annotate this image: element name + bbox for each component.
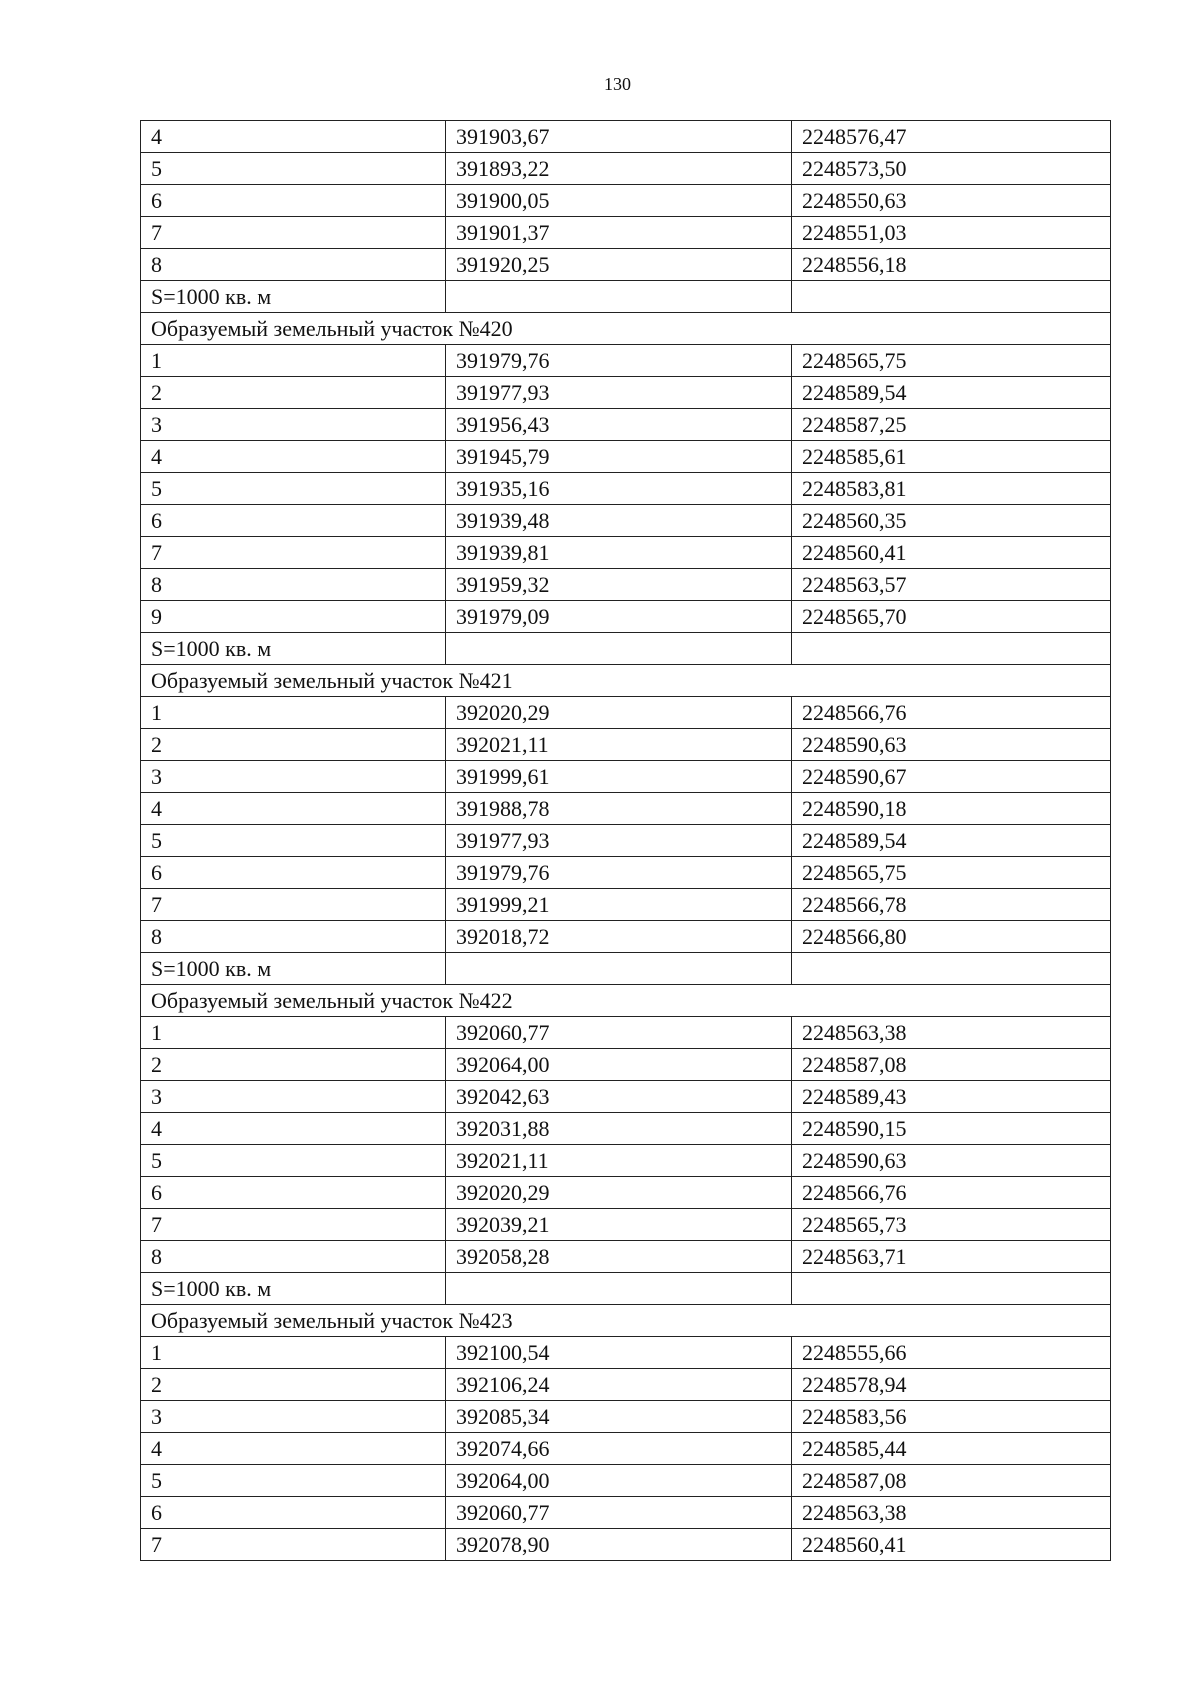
y-coordinate-cell: 2248589,43 — [792, 1081, 1111, 1113]
x-coordinate-cell: 392085,34 — [446, 1401, 792, 1433]
x-coordinate-cell: 392020,29 — [446, 1177, 792, 1209]
point-number-cell: 7 — [141, 217, 446, 249]
table-row — [141, 825, 1111, 857]
empty-cell — [446, 633, 792, 665]
x-coordinate-cell: 391979,76 — [446, 345, 792, 377]
table-row — [141, 697, 1111, 729]
empty-cell — [446, 281, 792, 313]
table-row — [141, 1337, 1111, 1369]
point-number-cell: 8 — [141, 569, 446, 601]
point-number-cell: 8 — [141, 921, 446, 953]
point-number-cell: 7 — [141, 1529, 446, 1561]
table-row — [141, 729, 1111, 761]
x-coordinate-cell: 392074,66 — [446, 1433, 792, 1465]
x-coordinate-cell: 392078,90 — [446, 1529, 792, 1561]
point-number-cell: 6 — [141, 1497, 446, 1529]
point-number-cell: 3 — [141, 761, 446, 793]
table-row — [141, 121, 1111, 153]
coordinates-table — [140, 120, 1111, 1561]
empty-cell — [792, 281, 1111, 313]
section-title-row — [141, 665, 1111, 697]
table-row — [141, 1433, 1111, 1465]
area-cell: S=1000 кв. м — [141, 1273, 446, 1305]
y-coordinate-cell: 2248589,54 — [792, 825, 1111, 857]
y-coordinate-cell: 2248565,75 — [792, 345, 1111, 377]
y-coordinate-cell: 2248555,66 — [792, 1337, 1111, 1369]
x-coordinate-cell: 392106,24 — [446, 1369, 792, 1401]
point-number-cell: 3 — [141, 1081, 446, 1113]
parcel-title: Образуемый земельный участок №422 — [141, 985, 1111, 1017]
area-cell: S=1000 кв. м — [141, 633, 446, 665]
table-row — [141, 601, 1111, 633]
table-row — [141, 1049, 1111, 1081]
point-number-cell: 2 — [141, 729, 446, 761]
y-coordinate-cell: 2248565,75 — [792, 857, 1111, 889]
point-number-cell: 4 — [141, 1113, 446, 1145]
y-coordinate-cell: 2248551,03 — [792, 217, 1111, 249]
y-coordinate-cell: 2248566,78 — [792, 889, 1111, 921]
y-coordinate-cell: 2248590,15 — [792, 1113, 1111, 1145]
point-number-cell: 4 — [141, 121, 446, 153]
y-coordinate-cell: 2248560,41 — [792, 537, 1111, 569]
x-coordinate-cell: 392018,72 — [446, 921, 792, 953]
parcel-title: Образуемый земельный участок №420 — [141, 313, 1111, 345]
table-row — [141, 249, 1111, 281]
area-cell: S=1000 кв. м — [141, 281, 446, 313]
y-coordinate-cell: 2248587,08 — [792, 1049, 1111, 1081]
x-coordinate-cell: 392060,77 — [446, 1497, 792, 1529]
point-number-cell: 1 — [141, 345, 446, 377]
point-number-cell: 6 — [141, 505, 446, 537]
table-row — [141, 441, 1111, 473]
point-number-cell: 8 — [141, 1241, 446, 1273]
y-coordinate-cell: 2248590,63 — [792, 729, 1111, 761]
point-number-cell: 1 — [141, 1017, 446, 1049]
point-number-cell: 5 — [141, 1465, 446, 1497]
area-row — [141, 281, 1111, 313]
table-row — [141, 345, 1111, 377]
y-coordinate-cell: 2248565,73 — [792, 1209, 1111, 1241]
x-coordinate-cell: 391935,16 — [446, 473, 792, 505]
y-coordinate-cell: 2248560,35 — [792, 505, 1111, 537]
table-row — [141, 1177, 1111, 1209]
table-row — [141, 921, 1111, 953]
point-number-cell: 5 — [141, 1145, 446, 1177]
x-coordinate-cell: 391979,09 — [446, 601, 792, 633]
table-row — [141, 761, 1111, 793]
point-number-cell: 7 — [141, 889, 446, 921]
point-number-cell: 3 — [141, 409, 446, 441]
parcel-title: Образуемый земельный участок №421 — [141, 665, 1111, 697]
table-row — [141, 1113, 1111, 1145]
point-number-cell: 6 — [141, 857, 446, 889]
y-coordinate-cell: 2248589,54 — [792, 377, 1111, 409]
area-row — [141, 633, 1111, 665]
table-row — [141, 1017, 1111, 1049]
y-coordinate-cell: 2248587,08 — [792, 1465, 1111, 1497]
y-coordinate-cell: 2248560,41 — [792, 1529, 1111, 1561]
x-coordinate-cell: 392058,28 — [446, 1241, 792, 1273]
x-coordinate-cell: 391901,37 — [446, 217, 792, 249]
section-title-row — [141, 985, 1111, 1017]
y-coordinate-cell: 2248566,76 — [792, 697, 1111, 729]
y-coordinate-cell: 2248590,63 — [792, 1145, 1111, 1177]
y-coordinate-cell: 2248585,61 — [792, 441, 1111, 473]
point-number-cell: 4 — [141, 793, 446, 825]
y-coordinate-cell: 2248556,18 — [792, 249, 1111, 281]
y-coordinate-cell: 2248563,38 — [792, 1017, 1111, 1049]
table-row — [141, 1369, 1111, 1401]
table-row — [141, 857, 1111, 889]
x-coordinate-cell: 391979,76 — [446, 857, 792, 889]
section-title-row — [141, 1305, 1111, 1337]
table-row — [141, 409, 1111, 441]
x-coordinate-cell: 391956,43 — [446, 409, 792, 441]
table-row — [141, 473, 1111, 505]
table-row — [141, 185, 1111, 217]
x-coordinate-cell: 391999,21 — [446, 889, 792, 921]
point-number-cell: 2 — [141, 1049, 446, 1081]
table-row — [141, 1401, 1111, 1433]
y-coordinate-cell: 2248563,71 — [792, 1241, 1111, 1273]
table-row — [141, 505, 1111, 537]
point-number-cell: 5 — [141, 153, 446, 185]
x-coordinate-cell: 391900,05 — [446, 185, 792, 217]
y-coordinate-cell: 2248563,38 — [792, 1497, 1111, 1529]
table-row — [141, 1145, 1111, 1177]
x-coordinate-cell: 391939,48 — [446, 505, 792, 537]
table-row — [141, 153, 1111, 185]
y-coordinate-cell: 2248583,81 — [792, 473, 1111, 505]
x-coordinate-cell: 391959,32 — [446, 569, 792, 601]
empty-cell — [792, 953, 1111, 985]
y-coordinate-cell: 2248563,57 — [792, 569, 1111, 601]
y-coordinate-cell: 2248585,44 — [792, 1433, 1111, 1465]
table-row — [141, 377, 1111, 409]
area-row — [141, 953, 1111, 985]
table-row — [141, 1465, 1111, 1497]
point-number-cell: 9 — [141, 601, 446, 633]
section-title-row — [141, 313, 1111, 345]
empty-cell — [792, 1273, 1111, 1305]
area-cell: S=1000 кв. м — [141, 953, 446, 985]
point-number-cell: 4 — [141, 441, 446, 473]
y-coordinate-cell: 2248590,18 — [792, 793, 1111, 825]
x-coordinate-cell: 391903,67 — [446, 121, 792, 153]
area-row — [141, 1273, 1111, 1305]
point-number-cell: 7 — [141, 1209, 446, 1241]
x-coordinate-cell: 392020,29 — [446, 697, 792, 729]
y-coordinate-cell: 2248587,25 — [792, 409, 1111, 441]
point-number-cell: 8 — [141, 249, 446, 281]
point-number-cell: 6 — [141, 185, 446, 217]
parcel-title: Образуемый земельный участок №423 — [141, 1305, 1111, 1337]
table-row — [141, 1081, 1111, 1113]
table-row — [141, 537, 1111, 569]
x-coordinate-cell: 392100,54 — [446, 1337, 792, 1369]
x-coordinate-cell: 391977,93 — [446, 377, 792, 409]
table-row — [141, 1529, 1111, 1561]
y-coordinate-cell: 2248583,56 — [792, 1401, 1111, 1433]
point-number-cell: 2 — [141, 377, 446, 409]
x-coordinate-cell: 392021,11 — [446, 729, 792, 761]
x-coordinate-cell: 391939,81 — [446, 537, 792, 569]
empty-cell — [446, 953, 792, 985]
x-coordinate-cell: 391977,93 — [446, 825, 792, 857]
y-coordinate-cell: 2248550,63 — [792, 185, 1111, 217]
point-number-cell: 2 — [141, 1369, 446, 1401]
point-number-cell: 5 — [141, 473, 446, 505]
x-coordinate-cell: 392060,77 — [446, 1017, 792, 1049]
point-number-cell: 3 — [141, 1401, 446, 1433]
point-number-cell: 7 — [141, 537, 446, 569]
y-coordinate-cell: 2248590,67 — [792, 761, 1111, 793]
point-number-cell: 1 — [141, 1337, 446, 1369]
table-row — [141, 1241, 1111, 1273]
empty-cell — [792, 633, 1111, 665]
x-coordinate-cell: 392039,21 — [446, 1209, 792, 1241]
x-coordinate-cell: 391920,25 — [446, 249, 792, 281]
x-coordinate-cell: 392021,11 — [446, 1145, 792, 1177]
x-coordinate-cell: 392031,88 — [446, 1113, 792, 1145]
empty-cell — [446, 1273, 792, 1305]
x-coordinate-cell: 392042,63 — [446, 1081, 792, 1113]
table-row — [141, 889, 1111, 921]
x-coordinate-cell: 391999,61 — [446, 761, 792, 793]
x-coordinate-cell: 391893,22 — [446, 153, 792, 185]
point-number-cell: 6 — [141, 1177, 446, 1209]
x-coordinate-cell: 392064,00 — [446, 1049, 792, 1081]
y-coordinate-cell: 2248578,94 — [792, 1369, 1111, 1401]
y-coordinate-cell: 2248565,70 — [792, 601, 1111, 633]
y-coordinate-cell: 2248576,47 — [792, 121, 1111, 153]
coordinates-table-body — [141, 121, 1111, 1561]
x-coordinate-cell: 392064,00 — [446, 1465, 792, 1497]
y-coordinate-cell: 2248566,80 — [792, 921, 1111, 953]
table-row — [141, 1209, 1111, 1241]
point-number-cell: 1 — [141, 697, 446, 729]
y-coordinate-cell: 2248573,50 — [792, 153, 1111, 185]
table-row — [141, 569, 1111, 601]
table-row — [141, 793, 1111, 825]
point-number-cell: 4 — [141, 1433, 446, 1465]
x-coordinate-cell: 391945,79 — [446, 441, 792, 473]
page-number: 130 — [604, 74, 631, 94]
table-row — [141, 1497, 1111, 1529]
table-row — [141, 217, 1111, 249]
x-coordinate-cell: 391988,78 — [446, 793, 792, 825]
y-coordinate-cell: 2248566,76 — [792, 1177, 1111, 1209]
point-number-cell: 5 — [141, 825, 446, 857]
